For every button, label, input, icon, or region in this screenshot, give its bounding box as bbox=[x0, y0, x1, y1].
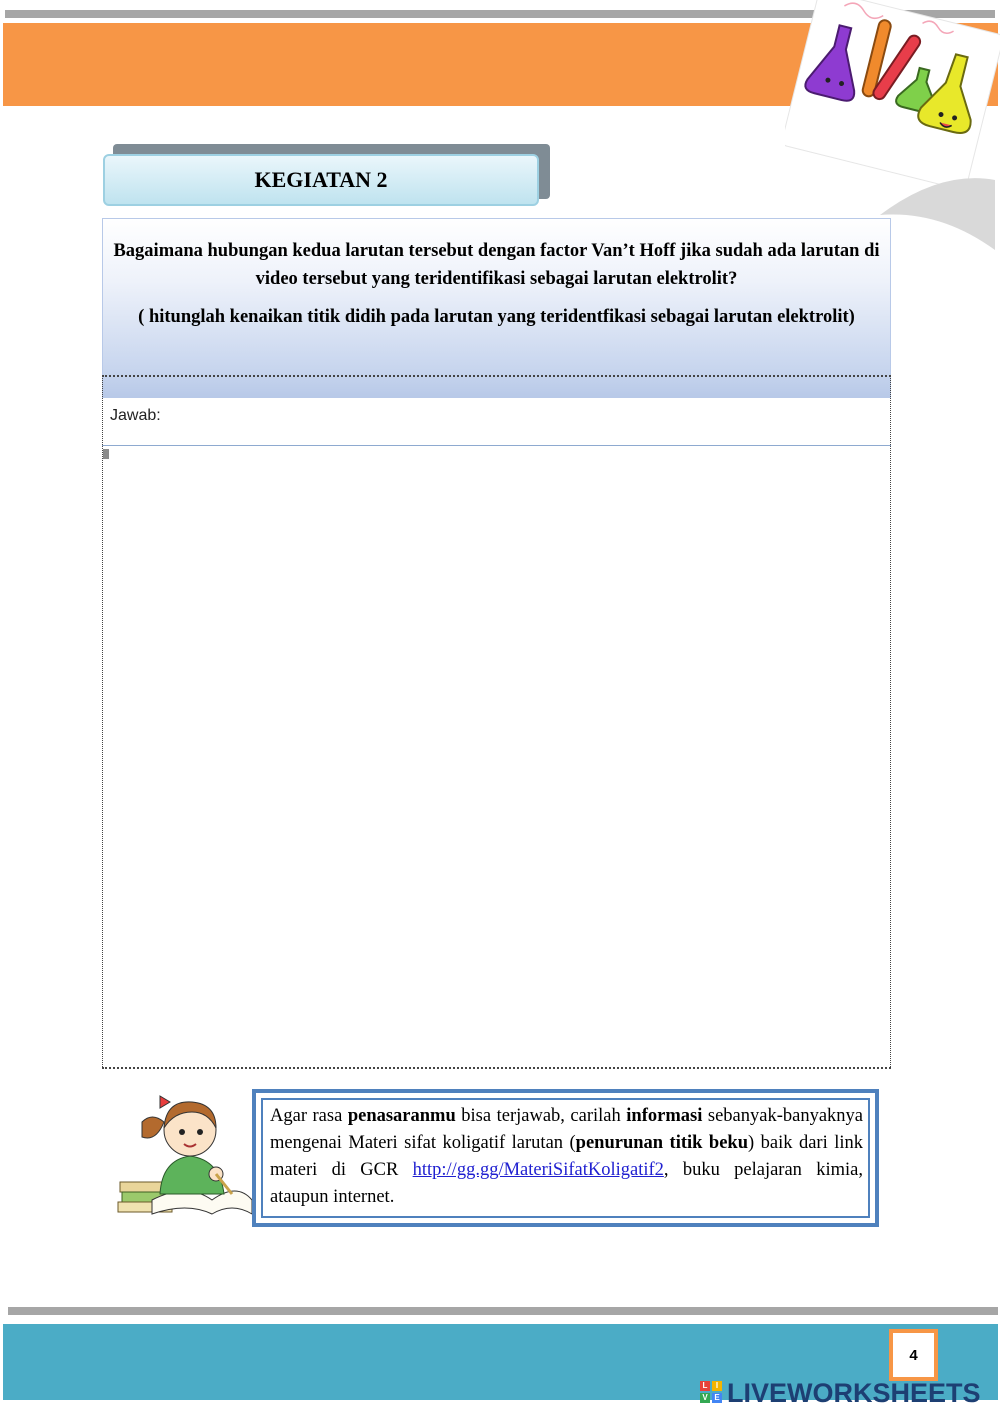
answer-area-top-border bbox=[102, 375, 891, 377]
girl-reading-illustration bbox=[112, 1082, 257, 1222]
chemistry-flasks-illustration bbox=[785, 0, 1000, 185]
liveworksheets-logo[interactable] bbox=[700, 1377, 981, 1409]
info-box bbox=[252, 1089, 879, 1227]
question-instruction: ( hitunglah kenaikan titik didih pada larutan yang teridentfikasi sebagai larutan elektrolit) bbox=[138, 307, 855, 327]
page-number: 4 bbox=[893, 1333, 934, 1377]
answer-label: Jawab: bbox=[110, 407, 161, 424]
icon-letter-i: I bbox=[712, 1381, 722, 1391]
resize-handle[interactable] bbox=[103, 449, 109, 459]
info-bold-penurunan: penurunan titik beku bbox=[575, 1133, 748, 1153]
question-panel bbox=[102, 218, 891, 398]
answer-area[interactable] bbox=[102, 376, 891, 1069]
liveworksheets-icon bbox=[700, 1381, 724, 1405]
info-text-5: , buku pelajaran kimia, ataupun internet. bbox=[270, 1160, 863, 1207]
page-curl-shadow bbox=[880, 170, 995, 250]
info-text bbox=[270, 1103, 863, 1211]
info-text-4: ) baik dari link materi di GCR bbox=[270, 1133, 863, 1180]
icon-letter-v: V bbox=[700, 1393, 710, 1403]
info-text-2: bisa terjawab, carilah bbox=[455, 1106, 627, 1126]
bottom-gray-bar bbox=[8, 1307, 998, 1315]
activity-title: KEGIATAN 2 bbox=[103, 154, 539, 206]
info-text-3: sebanyak-banyaknya mengenai Materi sifat koligatif larutan ( bbox=[270, 1106, 863, 1153]
icon-letter-l: L bbox=[700, 1381, 710, 1391]
page-number-box bbox=[889, 1329, 938, 1381]
info-bold-penasaranmu: penasaranmu bbox=[347, 1106, 456, 1126]
liveworksheets-brand: LIVEWORKSHEETS bbox=[727, 1377, 981, 1408]
question-text: Bagaimana hubungan kedua larutan tersebut dengan factor Van’t Hoff jika sudah ada larutan di video tersebut yang teridentifikasi sebagai larutan elektrolit? bbox=[113, 241, 880, 289]
answer-label-row bbox=[102, 398, 891, 446]
info-bold-informasi: informasi bbox=[626, 1106, 703, 1126]
materi-link[interactable]: http://gg.gg/MateriSifatKoligatif2 bbox=[412, 1160, 664, 1180]
icon-letter-e: E bbox=[712, 1393, 722, 1403]
info-text-1: Agar rasa bbox=[270, 1106, 348, 1126]
